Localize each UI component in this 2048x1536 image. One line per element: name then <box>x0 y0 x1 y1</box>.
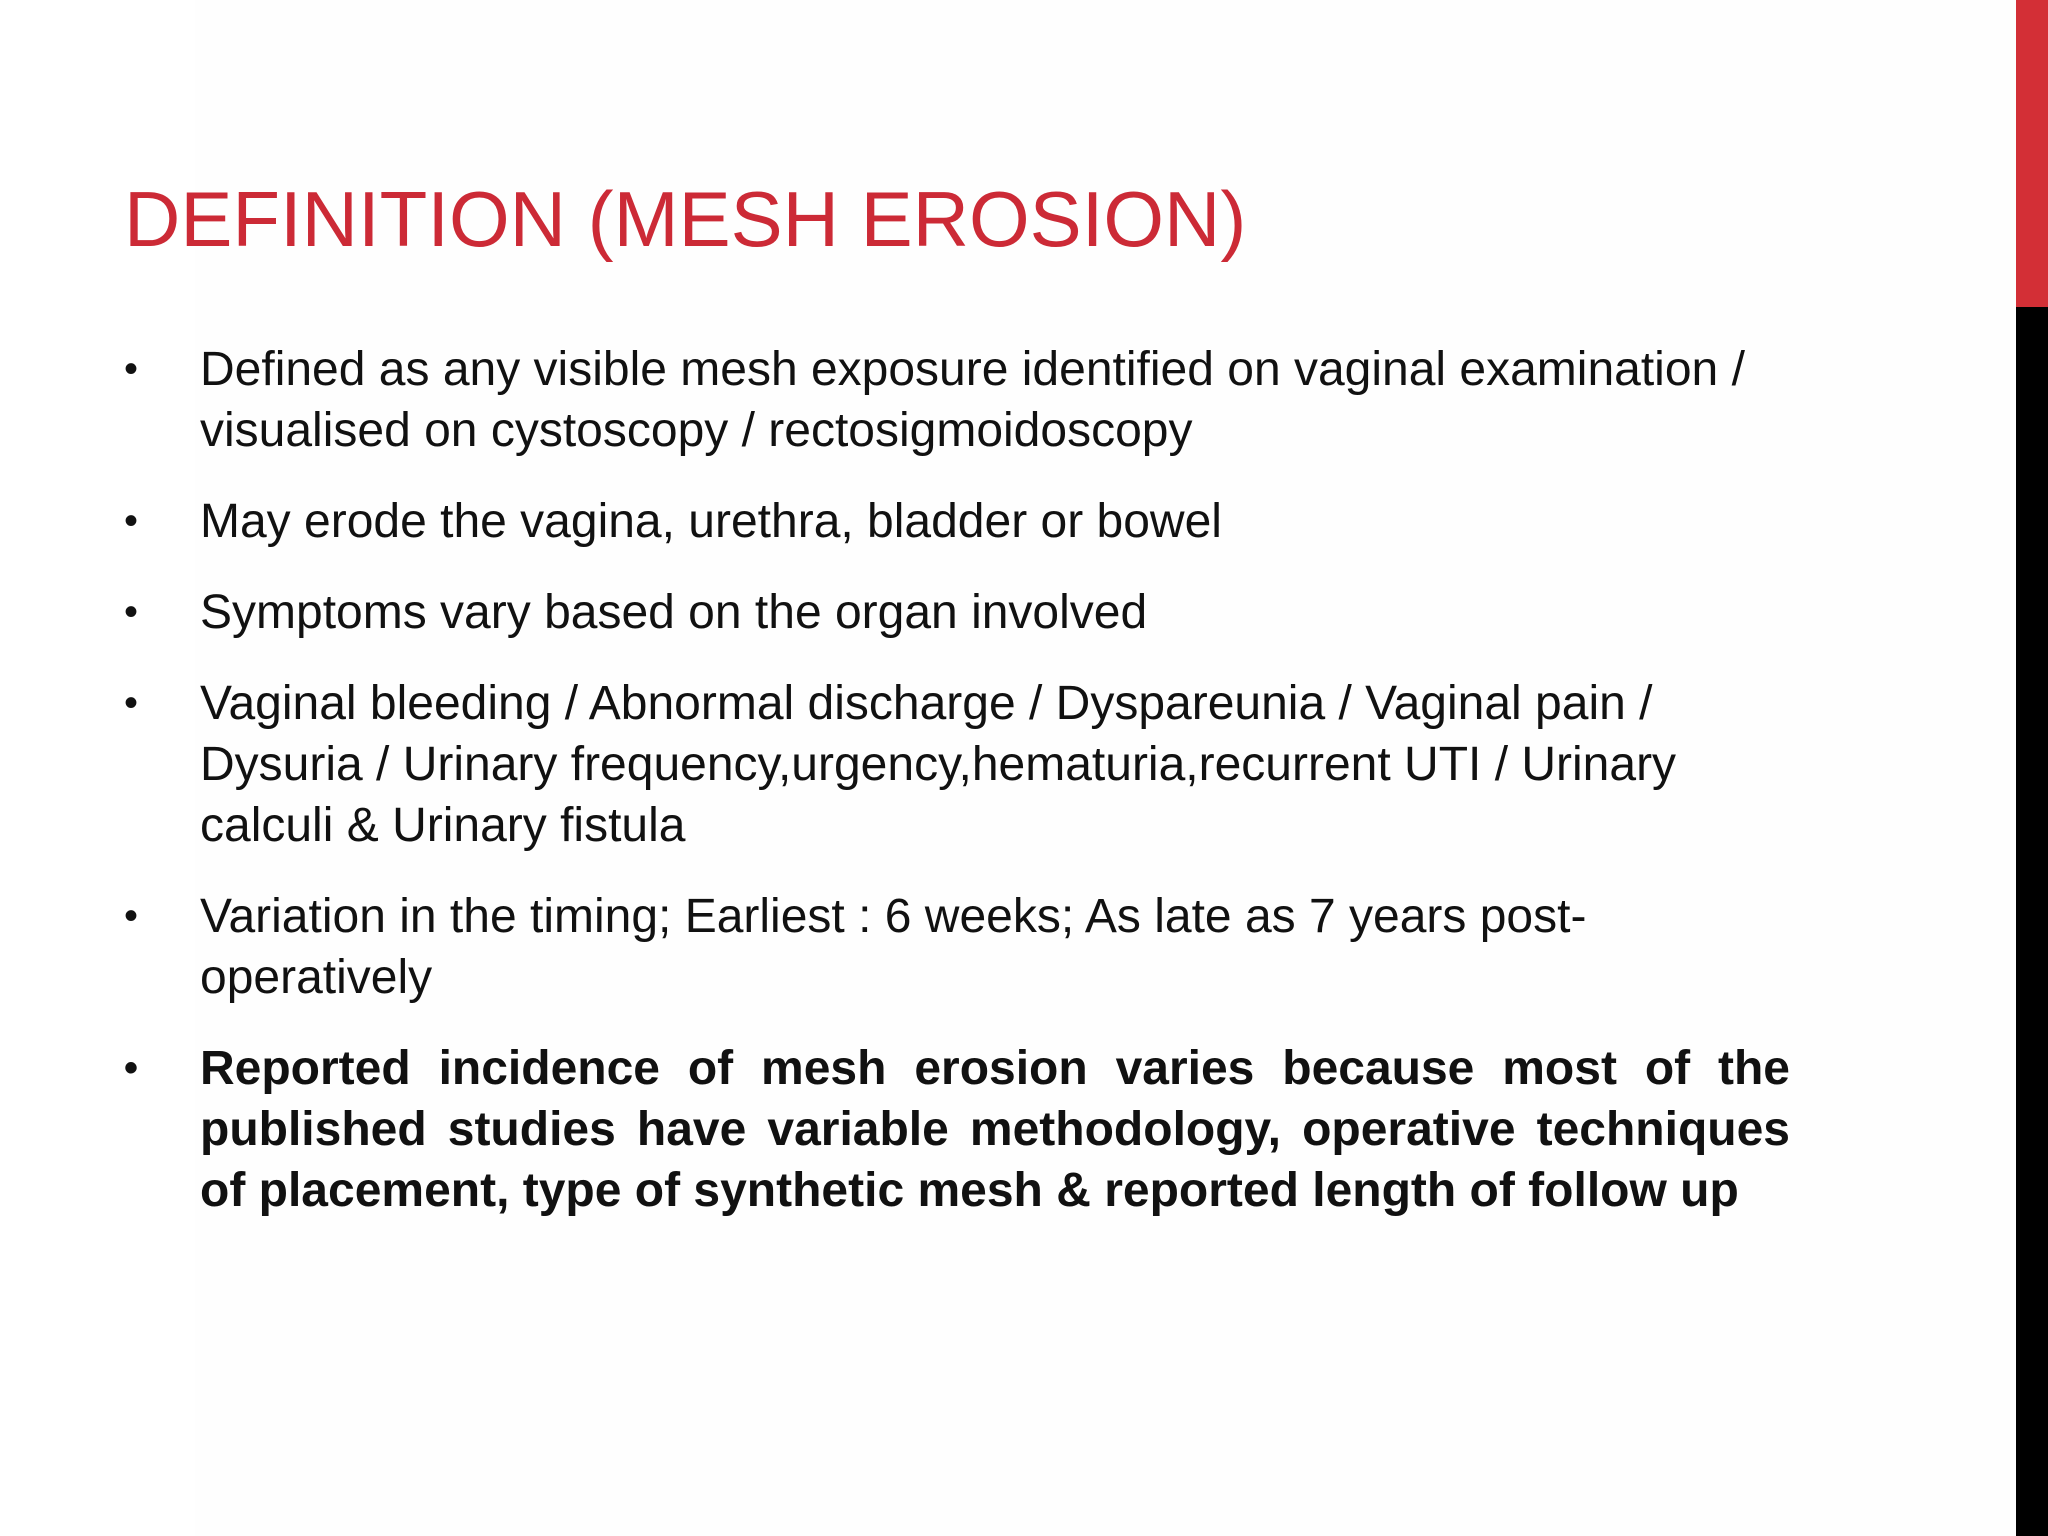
accent-bar-black <box>2016 307 2048 1536</box>
bullet-item-timing: • Variation in the timing; Earliest : 6 weeks; As late as 7 years post-operatively <box>124 886 1790 1008</box>
bullet-item-definition: • Defined as any visible mesh exposure identified on vaginal examination / visualised on cystoscopy / rectosigmoidoscopy <box>124 339 1790 461</box>
bullet-item-incidence: • Reported incidence of mesh erosion varies because most of the published studies have variable methodology, operative techniques of placement, type of synthetic mesh & reported length of follow up <box>124 1038 1790 1221</box>
bullet-item-symptoms: • Symptoms vary based on the organ involved <box>124 582 1790 643</box>
bullet-item-symptom-list: • Vaginal bleeding / Abnormal discharge / Dyspareunia / Vaginal pain / Dysuria / Urinary frequency,urgency,hematuria,recurrent UTI / Urinary calculi & Urinary fistula <box>124 673 1790 856</box>
bullet-item-organs: • May erode the vagina, urethra, bladder or bowel <box>124 491 1790 552</box>
bullet-list <box>124 339 1790 1251</box>
slide-title: DEFINITION (MESH EROSION) <box>124 175 1247 263</box>
accent-bar-red <box>2016 0 2048 307</box>
